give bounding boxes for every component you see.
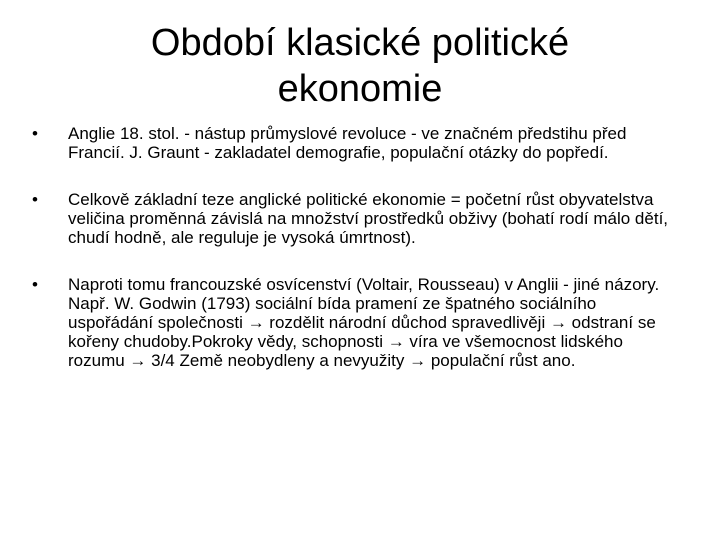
bullet-marker: •: [32, 275, 38, 294]
bullet-marker: •: [32, 124, 38, 143]
title-line-1: Období klasické politické: [150, 22, 570, 64]
bullet-list: [28, 124, 678, 370]
bullet-text: Celkově základní teze anglické politické ekonomie = početní růst obyvatelstva veličina proměnná závislá na množství prostředků obživy (bohatí rodí málo dětí, chudí hodně, ale reguluje je vysoká úmrtnost).: [68, 190, 669, 247]
bullet-marker: •: [32, 190, 38, 209]
bullet-item: [28, 275, 678, 370]
bullet-text: Anglie 18. stol. - nástup průmyslové revoluce - ve značném předstihu před Francií. J. Graunt - zakladatel demografie, populační otázky do popředí.: [68, 124, 627, 162]
bullet-item: [28, 124, 678, 162]
slide-title: [60, 20, 660, 112]
bullet-text: Naproti tomu francouzské osvícenství (Voltair, Rousseau) v Anglii - jiné názory. Např. W. Godwin (1793) sociální bída pramení ze špatného sociálního uspořádání společnosti → rozdělit národní důchod spravedlivěji → odstraní se kořeny chudoby.Pokroky vědy, schopnosti → víra ve všemocnost lidského rozumu → 3/4 Země neobydleny a nevyužity → populační růst ano.: [68, 275, 660, 370]
bullet-item: [28, 190, 678, 247]
title-line-2: ekonomie: [277, 68, 443, 110]
